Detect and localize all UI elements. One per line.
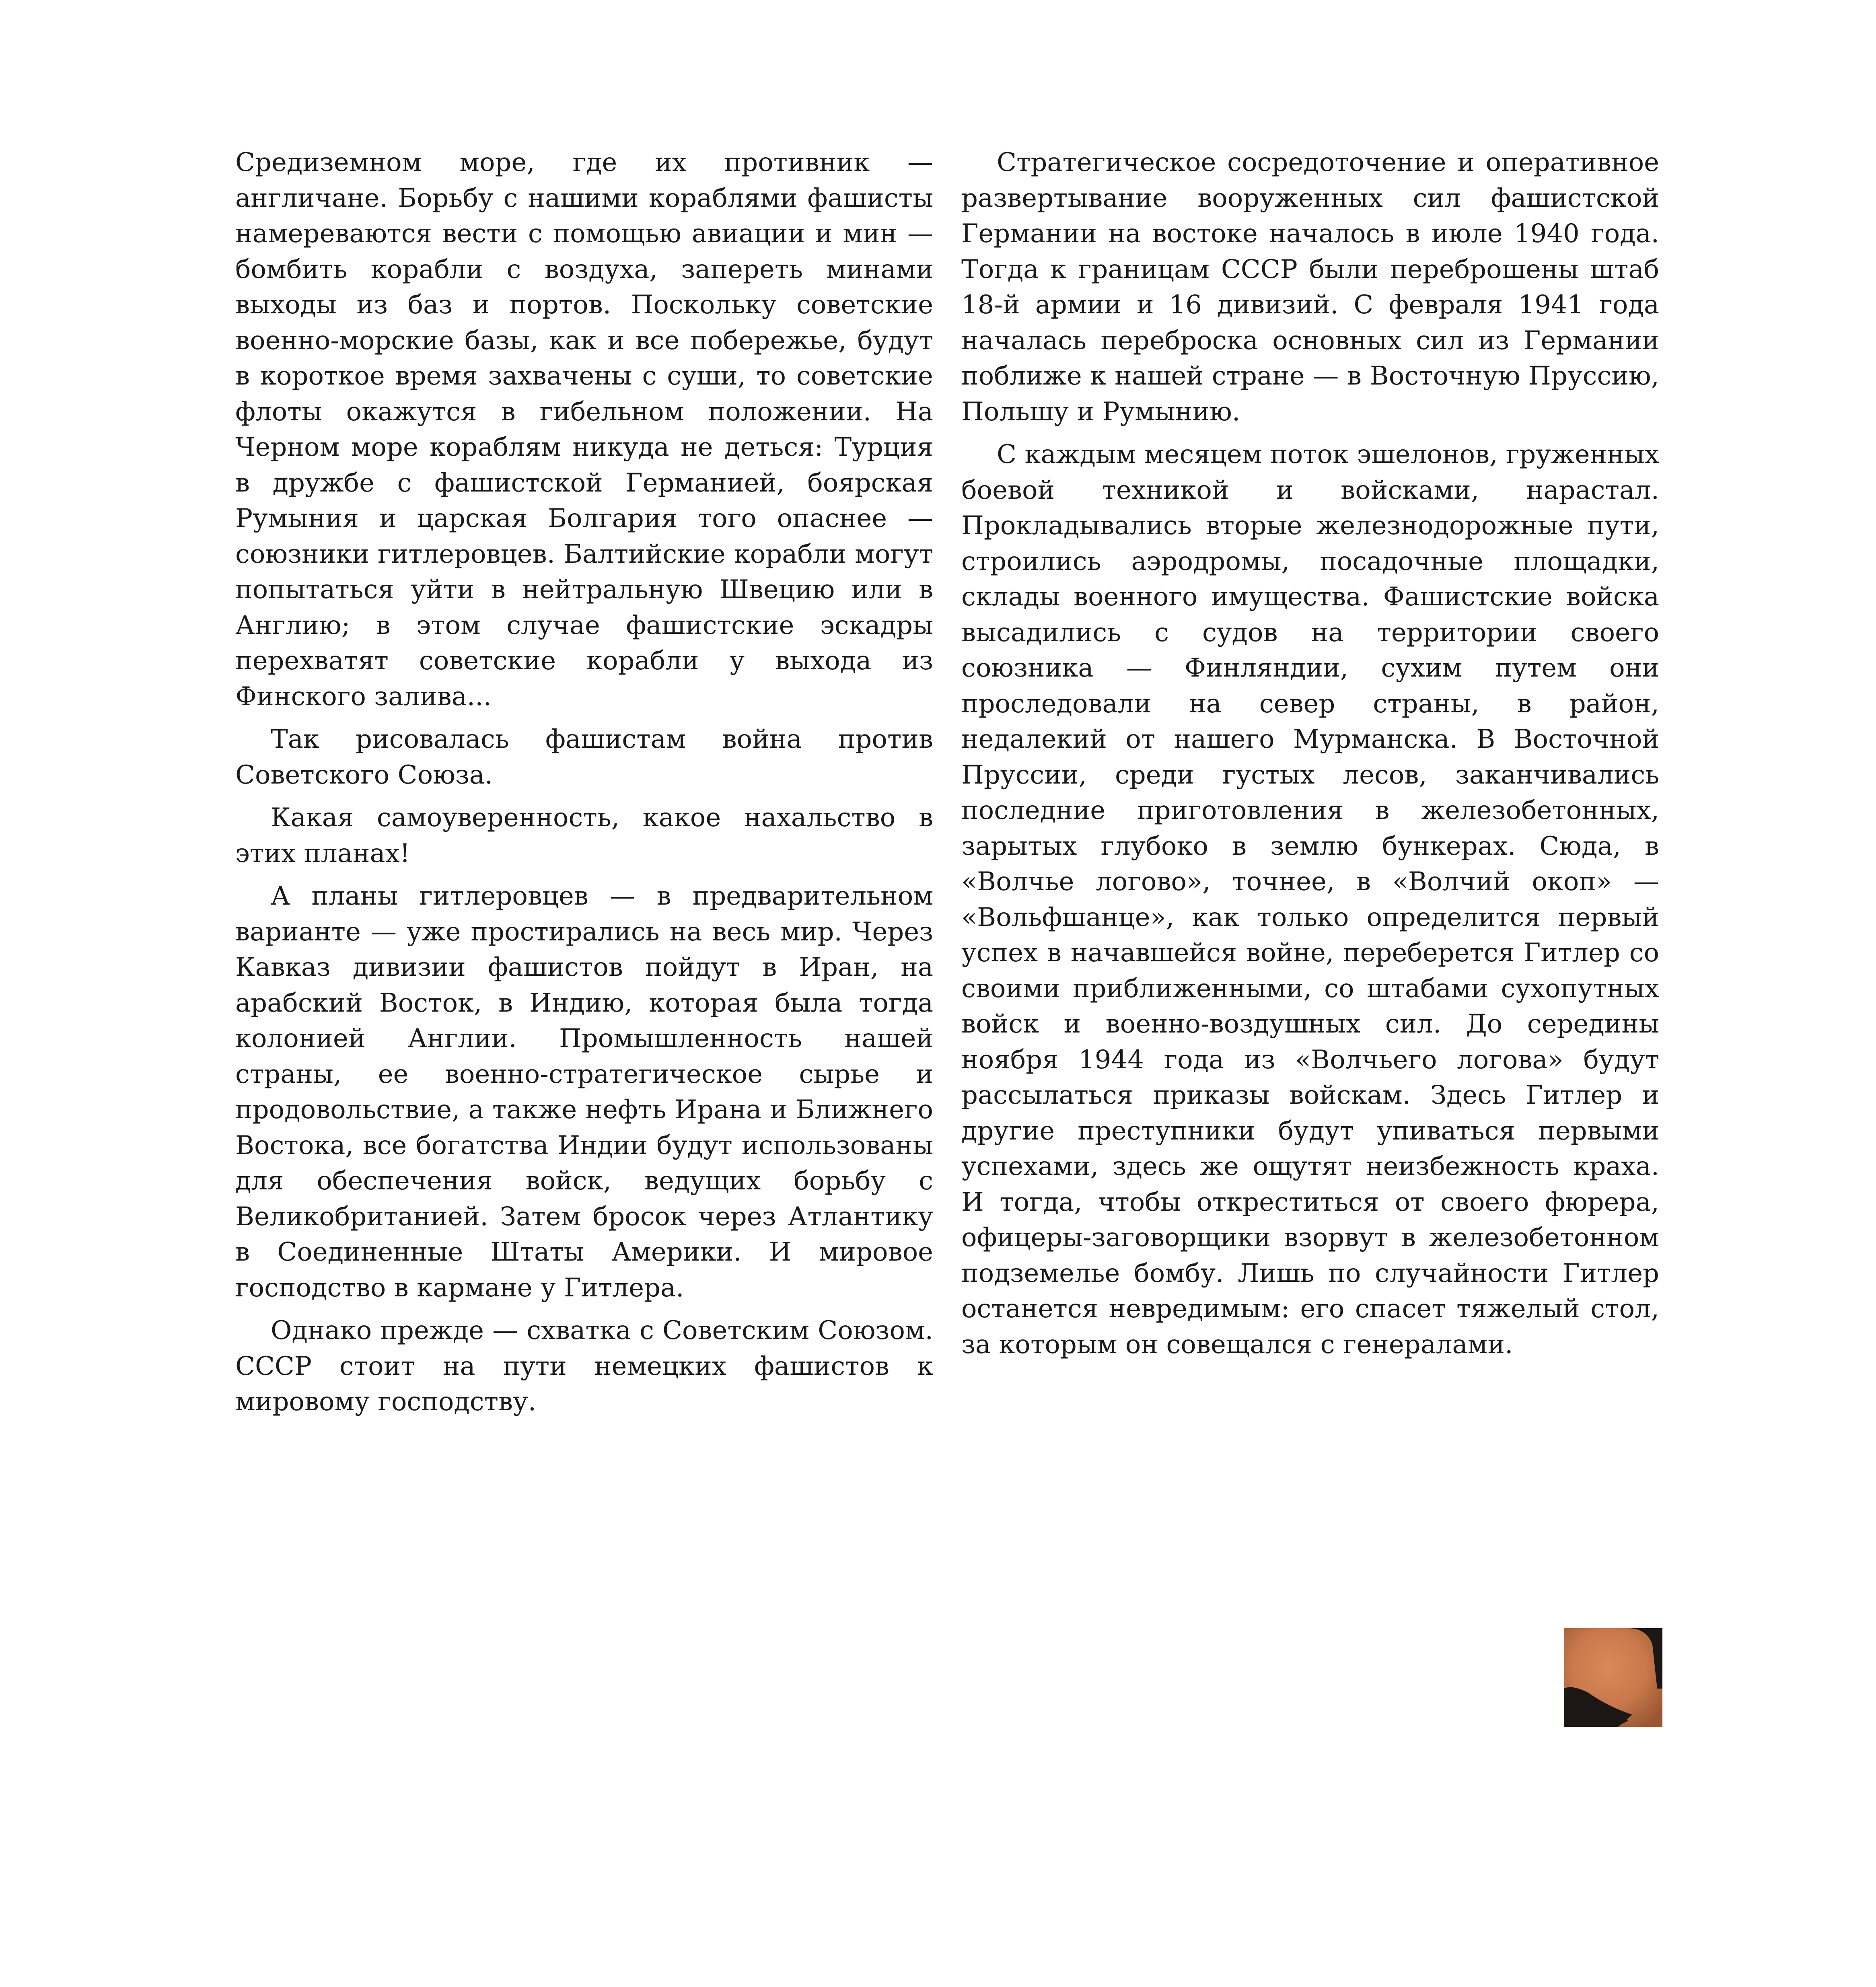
paragraph: Так рисовалась фашистам война против Советского Союза.: [235, 724, 933, 790]
paragraph: Средиземном море, где их противник — англичане. Борьбу с нашими кораблями фашисты намереваются вести с помощью авиации и мин — бомбить корабли с воздуха, запереть минами выходы из баз и портов. Поскольку советские военно-морские базы, как и все побережье, будут в короткое время захвачены с суши, то советские флоты окажутся в гибельном положении. На Черном море кораблям никуда не деться: Турция в дружбе с фашистской Германией, боярская Румыния и царская Болгария того опаснее — союзники гитлеровцев. Балтийские корабли могут попытаться уйти в нейтральную Швецию или в Англию; в этом случае фашистские эскадры перехватят советские корабли у выхода из Финского залива...: [235, 148, 933, 712]
paragraph: Стратегическое сосредоточение и оперативное развертывание вооруженных сил фашистской Германии на востоке началось в июле 1940 года. Тогда к границам СССР были переброшены штаб 18-й армии и 16 дивизий. С февраля 1941 года началась переброска основных сил из Германии поближе к нашей стране — в Восточную Пруссию, Польшу и Румынию.: [961, 148, 1659, 427]
right-text-column: [961, 145, 1659, 1370]
paragraph: А планы гитлеровцев — в предварительном варианте — уже простирались на весь мир. Через Кавказ дивизии фашистов пойдут в Иран, на арабский Восток, в Индию, которая была тогда колонией Англии. Промышленность нашей страны, ее военно-стратегическое сырье и продовольствие, а также нефть Ирана и Ближнего Востока, все богатства Индии будут использованы для обеспечения войск, ведущих борьбу с Великобританией. Затем бросок через Атлантику в Соединенные Штаты Америки. И мировое господство в кармане у Гитлера.: [235, 881, 933, 1303]
left-text-column: [235, 145, 933, 1427]
arrow-down-right-icon: [1564, 1628, 1662, 1727]
paragraph: Однако прежде — схватка с Советским Союзом. СССР стоит на пути немецких фашистов к мировому господству.: [235, 1316, 933, 1417]
paragraph: Какая самоуверенность, какое нахальство в этих планах!: [235, 803, 933, 868]
paragraph: С каждым месяцем поток эшелонов, груженных боевой техникой и войсками, нарастал. Прокладывались вторые железнодорожные пути, строились аэродромы, посадочные площадки, склады военного имущества. Фашистские войска высадились с судов на территории своего союзника — Финляндии, сухим путем они проследовали на север страны, в район, недалекий от нашего Мурманска. В Восточной Пруссии, среди густых лесов, заканчивались последние приготовления в железобетонных, зарытых глубоко в землю бункерах. Сюда, в «Волчье логово», точнее, в «Волчий окоп» — «Вольфшанце», как только определится первый успех в начавшейся войне, переберется Гитлер со своими приближенными, со штабами сухопутных войск и военно-воздушных сил. До середины ноября 1944 года из «Волчьего логова» будут рассылаться приказы войскам. Здесь Гитлер и другие преступники будут упиваться первыми успехами, здесь же ощутят неизбежность краха. И тогда, чтобы откреститься от своего фюрера, офицеры-заговорщики взорвут в железобетонном подземелье бомбу. Лишь по случайности Гитлер останется невредимым: его спасет тяжелый стол, за которым он совещался с генералами.: [961, 440, 1659, 1360]
